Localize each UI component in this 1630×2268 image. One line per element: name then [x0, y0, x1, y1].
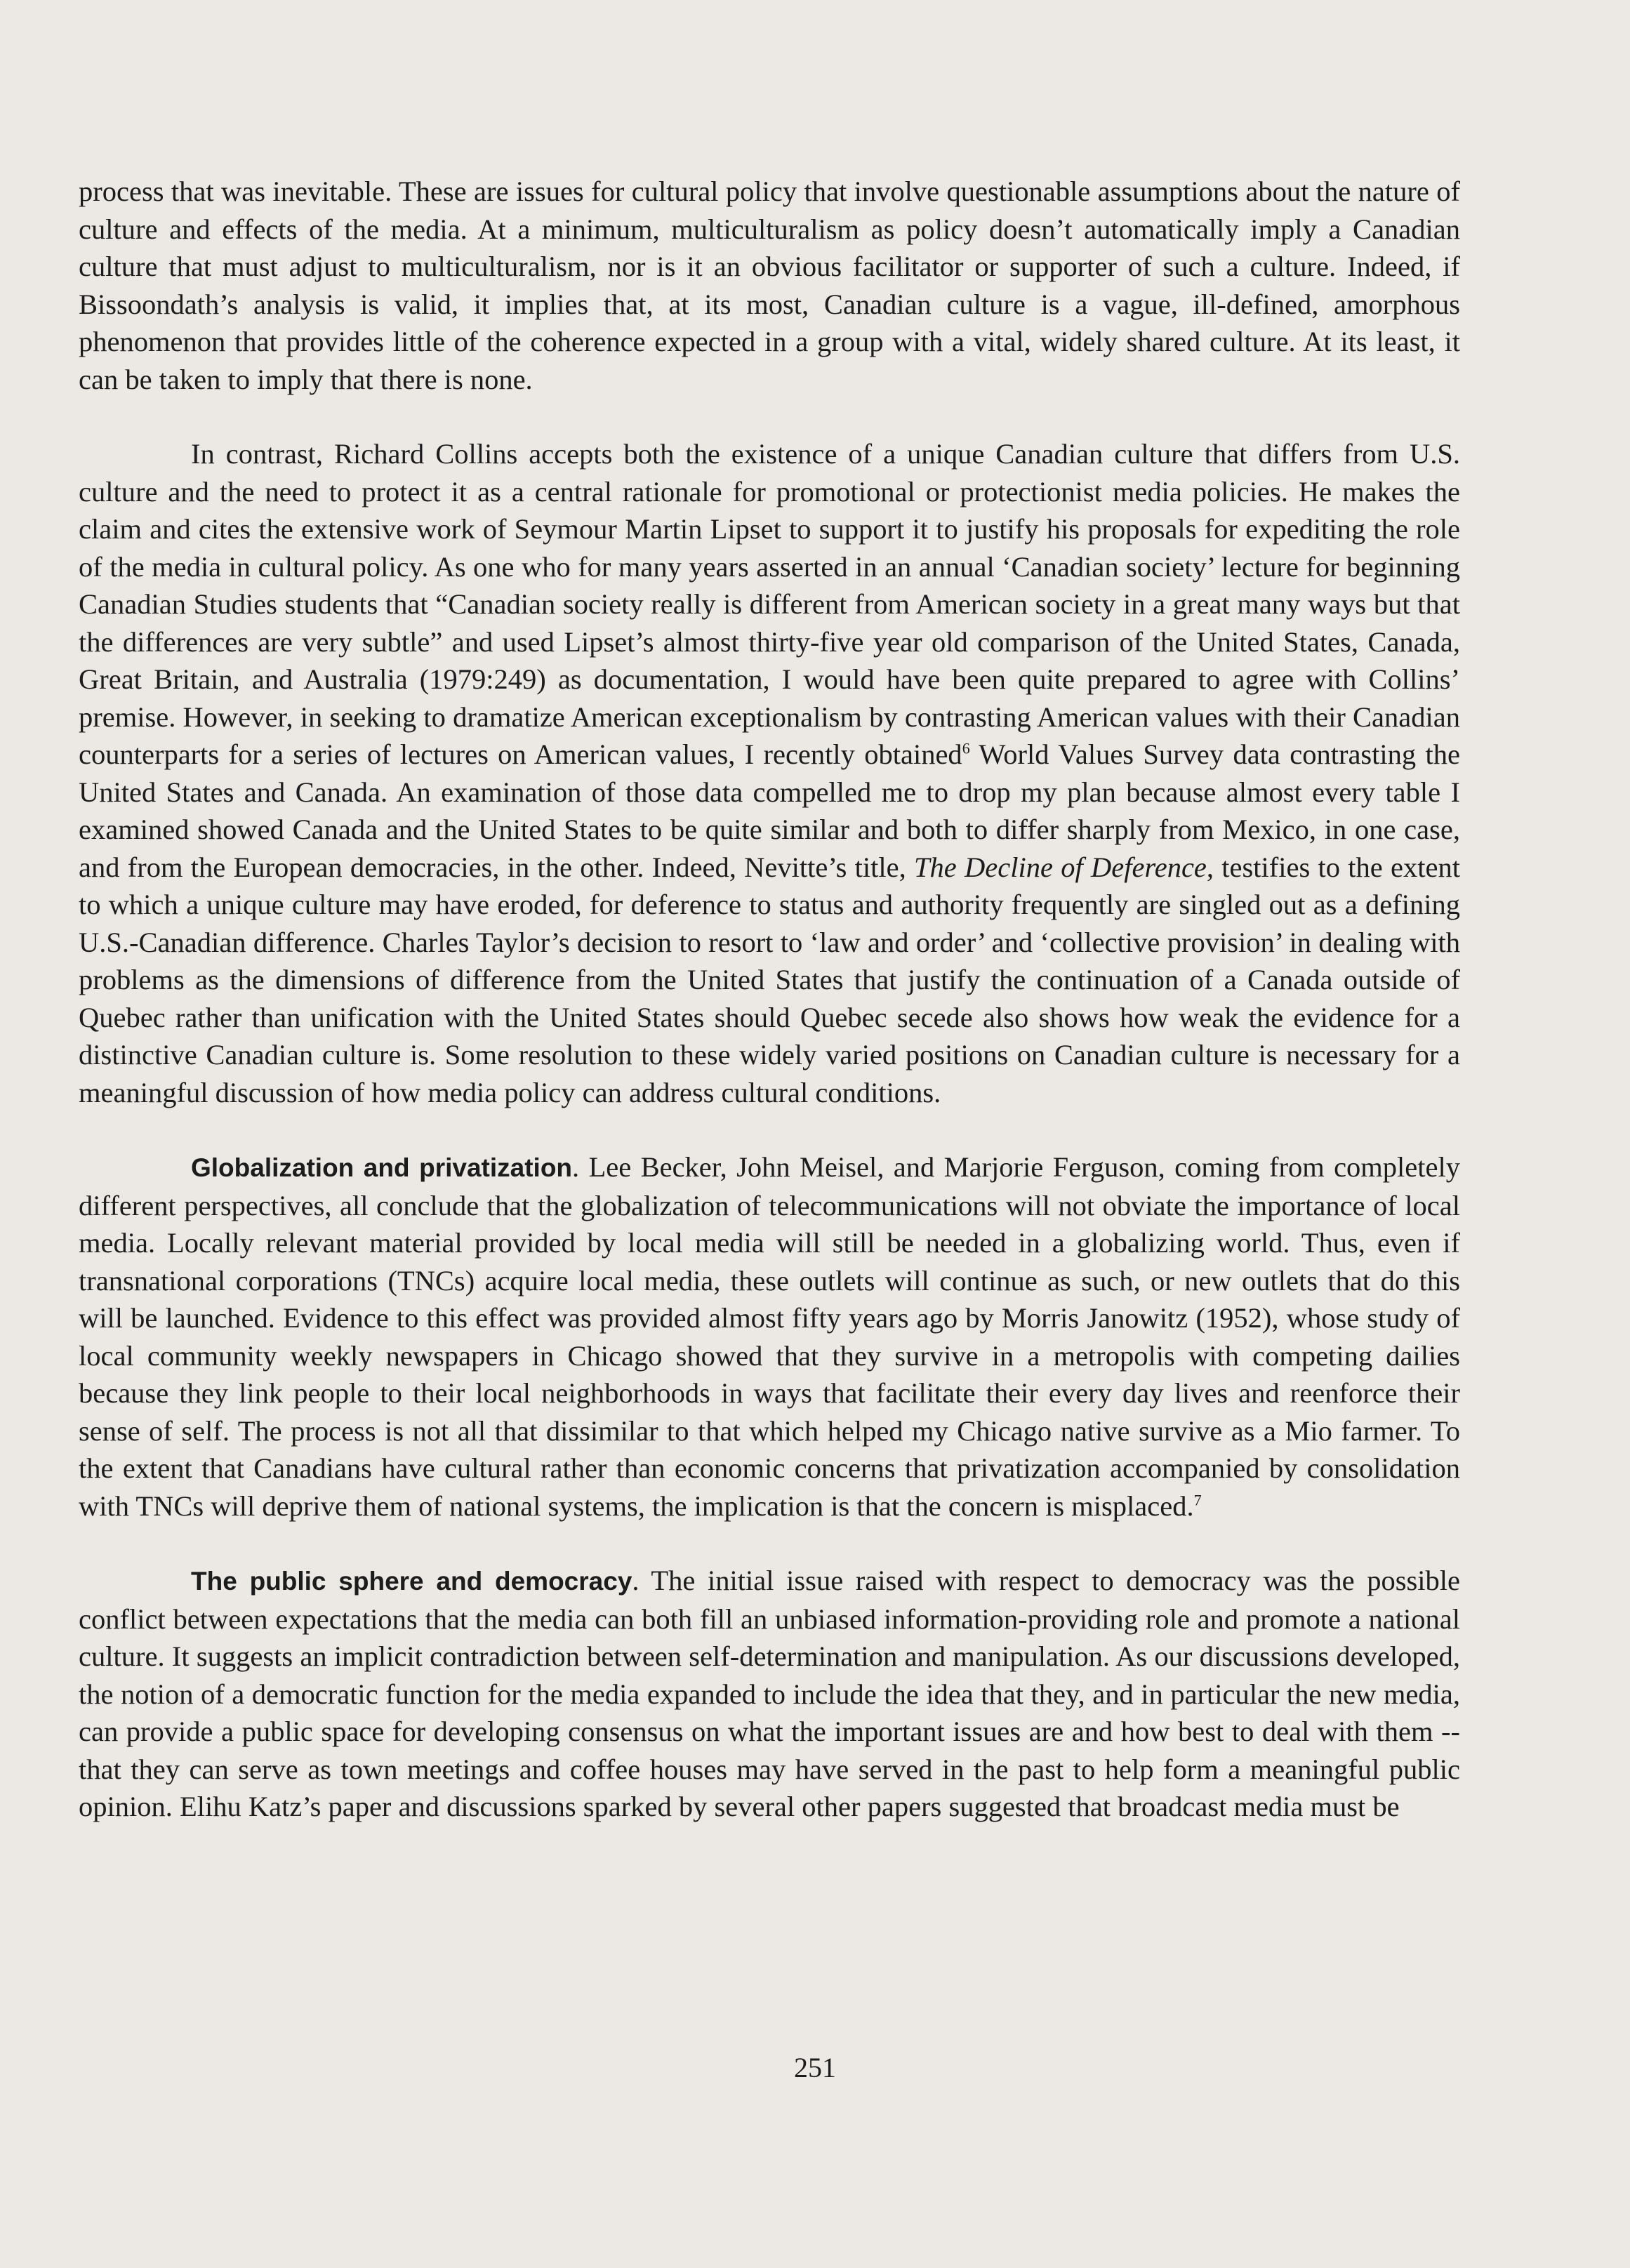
heading-punctuation: .	[572, 1151, 580, 1183]
heading-punctuation: .	[632, 1565, 640, 1596]
paragraph-collins-text-b: World Values Survey data contrasting the United States and Canada. An examination of those data compelled me to drop my plan because almost every table I examined showed Canada and the United States to be quite similar and both to differ sharply from Mexico, in one case, and from the European democracies, in the other. Indeed, Nevitte’s title,	[79, 738, 1460, 883]
paragraph-collins	[79, 435, 1460, 1111]
footnote-marker-7[interactable]: 7	[1193, 1491, 1202, 1508]
paragraph-gap	[79, 1111, 1460, 1148]
text-column	[79, 173, 1460, 1826]
paragraph-globalization-text: Lee Becker, John Meisel, and Marjorie Ferguson, coming from completely different perspectives, all conclude that the globalization of telecommunications will not obviate the importance of local media. Locally relevant material provided by local media will still be needed in a globalizing world. Thus, even if transnational corporations (TNCs) acquire local media, these outlets will continue as such, or new outlets that do this will be launched. Evidence to this effect was provided almost fifty years ago by Morris Janowitz (1952), whose study of local community weekly newspapers in Chicago showed that they survive in a metropolis with competing dailies because they link people to their local neighborhoods in ways that facilitate their every day lives and reenforce their sense of self. The process is not all that dissimilar to that which helped my Chicago native survive as a Mio farmer. To the extent that Canadians have cultural rather than economic concerns that privatization accompanied by consolidation with TNCs will deprive them of national systems, the implication is that the concern is misplaced.	[79, 1151, 1461, 1522]
paragraph-collins-text-a: In contrast, Richard Collins accepts both the existence of a unique Canadian culture that differs from U.S. culture and the need to protect it as a central rationale for promotional or protectionist media policies. He makes the claim and cites the extensive work of Seymour Martin Lipset to support it to justify his proposals for expediting the role of the media in cultural policy. As one who for many years asserted in an annual ‘Canadian society’ lecture for beginning Canadian Studies students that “Canadian society really is different from American society in a great many ways but that the differences are very subtle” and used Lipset’s almost thirty-five year old comparison of the United States, Canada, Great Britain, and Australia (1979:249) as documentation, I would have been quite prepared to agree with Collins’ premise. However, in seeking to dramatize American exceptionalism by contrasting American values with their Canadian counterparts for a series of lectures on American values, I recently obtained	[79, 438, 1460, 770]
paragraph-gap	[79, 1525, 1460, 1562]
footnote-marker-6[interactable]: 6	[962, 739, 970, 757]
paragraph-globalization	[79, 1148, 1460, 1525]
paragraph-gap	[79, 398, 1460, 435]
page-number: 251	[794, 2052, 836, 2083]
book-title-decline-of-deference: The Decline of Deference	[914, 851, 1207, 883]
paragraph-continuation: process that was inevitable. These are issues for cultural policy that involve questionable assumptions about the nature of culture and effects of the media. At a minimum, multiculturalism as policy doesn’t automatically imply a Canadian culture that must adjust to multiculturalism, nor is it an obvious facilitator or supporter of such a culture. Indeed, if Bissoondath’s analysis is valid, it implies that, at its most, Canadian culture is a vague, ill-defined, amorphous phenomenon that provides little of the coherence expected in a group with a vital, widely shared culture. At its least, it can be taken to imply that there is none.	[79, 175, 1460, 395]
section-heading-globalization: Globalization and privatization	[191, 1153, 573, 1182]
paragraph-public-sphere-text: The initial issue raised with respect to democracy was the possible conflict between expectations that the media can both fill an unbiased information-providing role and promote a national culture. It suggests an implicit contradiction between self-determination and manipulation. As our discussions developed, the notion of a democratic function for the media expanded to include the idea that they, and in particular the new media, can provide a public space for developing consensus on what the important issues are and how best to deal with them -- that they can serve as town meetings and coffee houses may have served in the past to help form a meaningful public opinion. Elihu Katz’s paper and discussions sparked by several other papers suggested that broadcast media must be	[79, 1565, 1461, 1822]
paragraph-collins-text-c: , testifies to the extent to which a unique culture may have eroded, for deference to status and authority frequently are singled out as a defining U.S.-Canadian difference. Charles Taylor’s decision to resort to ‘law and order’ and ‘collective provision’ in dealing with problems as the dimensions of difference from the United States that justify the continuation of a Canada outside of Quebec rather than unification with the United States should Quebec secede also shows how weak the evidence for a distinctive Canadian culture is. Some resolution to these widely varied positions on Canadian culture is necessary for a meaningful discussion of how media policy can address cultural conditions.	[79, 851, 1461, 1108]
section-heading-public-sphere: The public sphere and democracy	[191, 1567, 632, 1596]
paragraph-public-sphere	[79, 1562, 1460, 1826]
